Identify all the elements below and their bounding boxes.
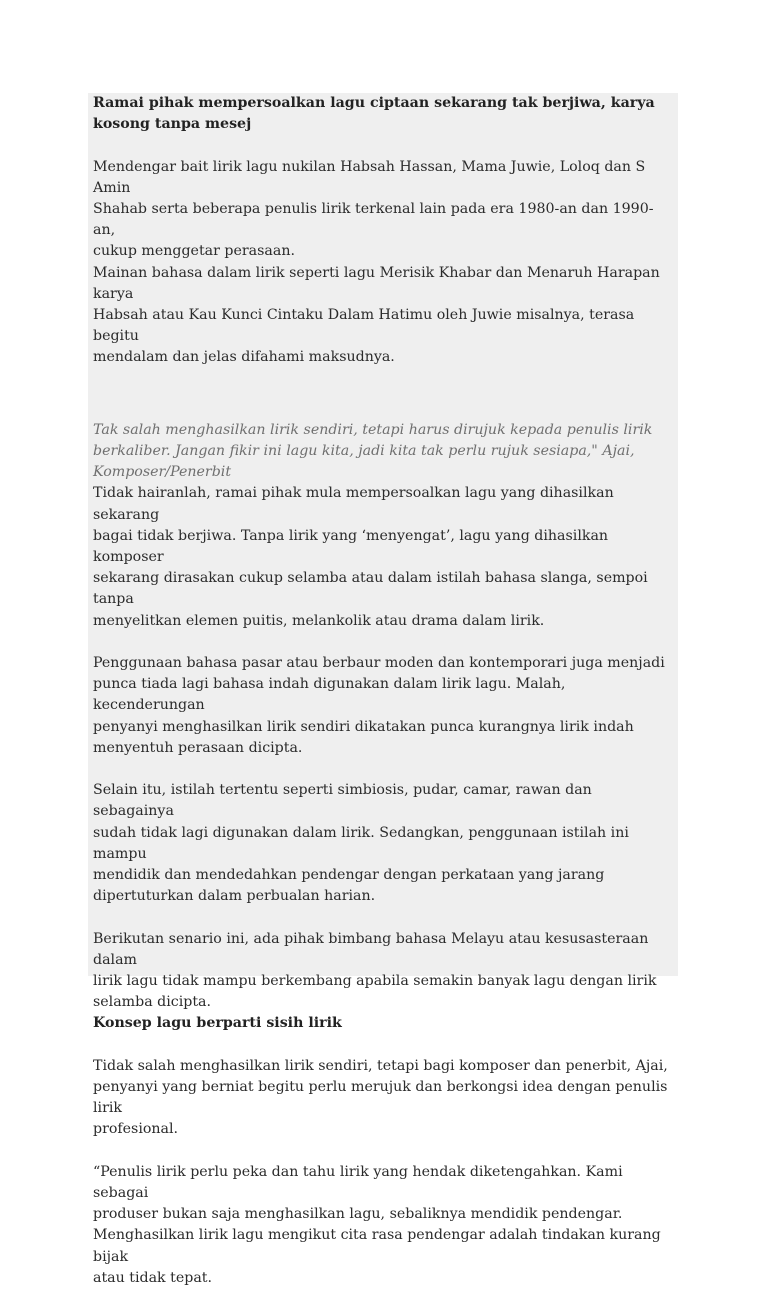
pull-quote: Tak salah menghasilkan lirik sendiri, tetapi harus dirujuk kepada penulis lirik berkaliber. Jangan fikir ini lagu kita, jadi kita tak perlu rujuk sesiapa," Ajai, Komposer/Penerbit	[93, 421, 653, 481]
spacer	[93, 907, 674, 928]
section-subheading: Konsep lagu berparti sisih lirik	[93, 1015, 342, 1032]
spacer	[93, 399, 674, 420]
paragraph-1: Mendengar bait lirik lagu nukilan Habsah Hassan, Mama Juwie, Loloq dan S Amin Shahab serta beberapa penulis lirik terkenal lain pada era 1980-an dan 1990-an, cukup menggetar perasaan.	[93, 158, 654, 260]
paragraph-8: “Penulis lirik perlu peka dan tahu lirik yang hendak diketengahkan. Kami sebagai produser bukan saja menghasilkan lagu, sebaliknya mendidik pendengar. Menghasilkan lirik lagu mengikut cita rasa pendengar adalah tindakan kurang bijak atau tidak tepat.	[93, 1163, 661, 1286]
article-headline: Ramai pihak mempersoalkan lagu ciptaan sekarang tak berjiwa, karya kosong tanpa mesej	[93, 95, 655, 133]
spacer	[93, 759, 674, 780]
spacer	[93, 369, 674, 399]
paragraph-4: Penggunaan bahasa pasar atau berbaur moden dan kontemporari juga menjadi punca tiada lagi bahasa indah digunakan dalam lirik lagu. Malah, kecenderungan penyanyi menghasilkan lirik sendiri dikatakan punca kurangnya lirik indah menyentuh perasaan dicipta.	[93, 655, 665, 756]
spacer	[93, 135, 674, 156]
paragraph-2: Mainan bahasa dalam lirik seperti lagu Merisik Khabar dan Menaruh Harapan karya Habsah atau Kau Kunci Cintaku Dalam Hatimu oleh Juwie misalnya, terasa begitu mendalam dan jelas difahami maksudnya.	[93, 264, 660, 366]
paragraph-3: Tidak hairanlah, ramai pihak mula mempersoalkan lagu yang dihasilkan sekarang bagai tidak berjiwa. Tanpa lirik yang ‘menyengat’, lagu yang dihasilkan komposer sekarang dirasakan cukup selamba atau dalam istilah bahasa slanga, sempoi tanpa menyelitkan elemen puitis, melankolik atau drama dalam lirik.	[93, 485, 648, 629]
paragraph-5: Selain itu, istilah tertentu seperti simbiosis, pudar, camar, rawan dan sebagainya sudah tidak lagi digunakan dalam lirik. Sedangkan, penggunaan istilah ini mampu mendidik dan mendedahkan pendengar dengan perkataan yang jarang dipertuturkan dalam perbualan harian.	[93, 782, 629, 905]
spacer	[93, 1141, 674, 1162]
spacer	[93, 632, 674, 653]
paragraph-6: Berikutan senario ini, ada pihak bimbang bahasa Melayu atau kesusasteraan dalam lirik lagu tidak mampu berkembang apabila semakin banyak lagu dengan lirik selamba dicipta.	[93, 930, 657, 1011]
spacer	[93, 1035, 674, 1056]
article-body	[88, 93, 678, 1286]
paragraph-7: Tidak salah menghasilkan lirik sendiri, tetapi bagi komposer dan penerbit, Ajai, penyanyi yang berniat begitu perlu merujuk dan berkongsi idea dengan penulis lirik profesional.	[93, 1057, 668, 1138]
